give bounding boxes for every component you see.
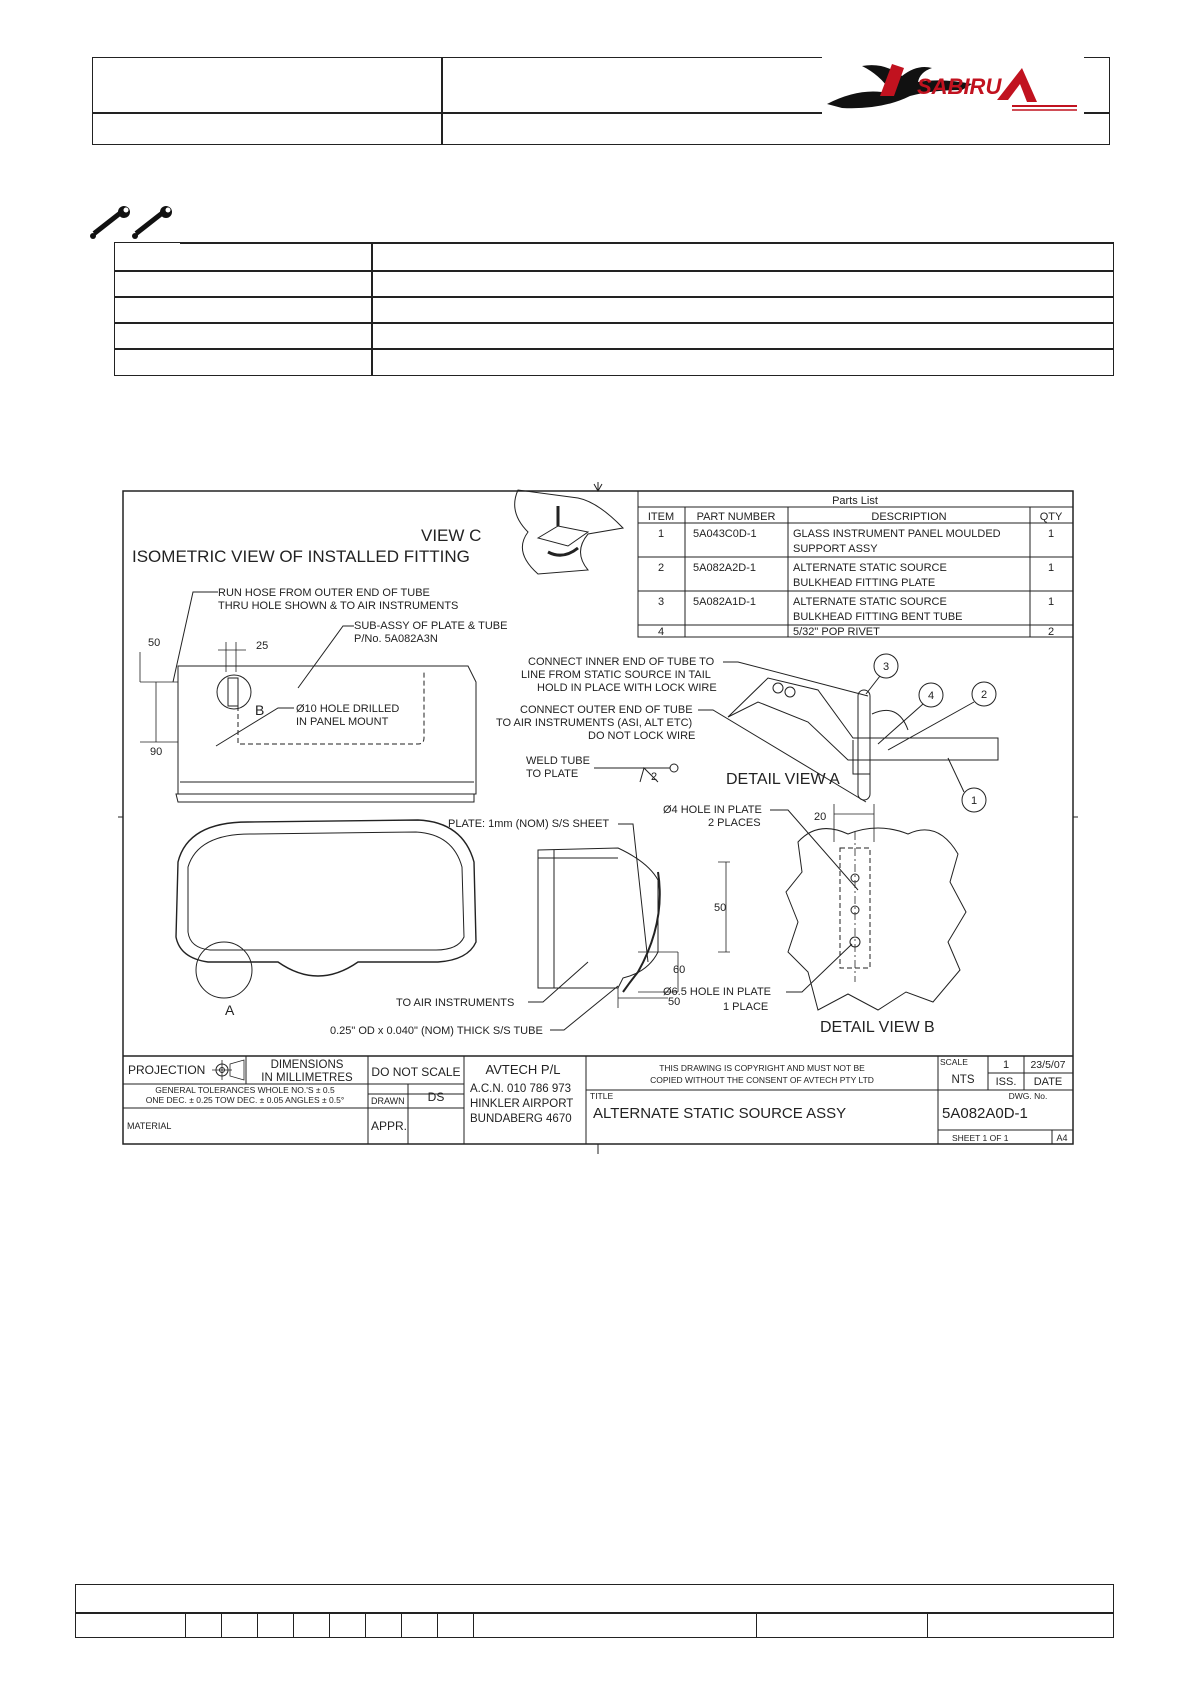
parts-row-item: 3 <box>657 596 665 608</box>
note-weld: WELD TUBE <box>526 755 590 767</box>
note-to-air-instruments: TO AIR INSTRUMENTS <box>396 997 515 1009</box>
note-hole-4: 2 PLACES <box>708 817 761 829</box>
footer-cell <box>756 1612 757 1637</box>
tools-col-line <box>371 243 373 375</box>
parts-list <box>638 491 1073 638</box>
parts-row-part: 5A043C0D-1 <box>693 528 757 540</box>
header-col-divider <box>441 58 443 144</box>
title-block <box>123 1056 1073 1144</box>
tools-row-line <box>115 296 1113 298</box>
tb-sheet: SHEET 1 OF 1 <box>952 1133 1009 1143</box>
weld-symbol-number: 2 <box>651 771 658 783</box>
logo-text: SABIRU <box>917 74 1002 99</box>
footer-cell <box>401 1612 402 1637</box>
tb-scale-value: NTS <box>951 1074 975 1086</box>
note-plate: PLATE: 1mm (NOM) S/S SHEET <box>448 818 610 830</box>
balloon-3: 3 <box>882 661 890 673</box>
tb-projection: PROJECTION <box>128 1063 206 1077</box>
footer-cell <box>365 1612 366 1637</box>
note-hole-65: 1 PLACE <box>723 1001 769 1013</box>
wrench-icon <box>86 204 182 244</box>
detail-view-a: DETAIL VIEW A <box>726 771 840 788</box>
tools-row-line <box>115 270 1113 272</box>
dim-50-top: 50 <box>148 637 161 649</box>
balloon-1: 1 <box>970 795 978 807</box>
tb-tolerances: ONE DEC. ± 0.25 TOW DEC. ± 0.05 ANGLES ± 0.5° <box>145 1095 345 1105</box>
parts-row-desc: GLASS INSTRUMENT PANEL MOULDED <box>793 528 1001 540</box>
tb-drawn-value: DS <box>427 1090 445 1104</box>
note-outer: DO NOT LOCK WIRE <box>588 730 696 742</box>
parts-row-desc: ALTERNATE STATIC SOURCE <box>793 562 947 574</box>
tb-title-label: TITLE <box>590 1091 614 1101</box>
note-inner: LINE FROM STATIC SOURCE IN TAIL <box>521 669 711 681</box>
parts-header-qty: QTY <box>1039 511 1063 523</box>
tb-material-label: MATERIAL <box>127 1121 172 1131</box>
parts-header-part: PART NUMBER <box>696 511 776 523</box>
tb-date-label: DATE <box>1033 1076 1063 1088</box>
tb-copyright: THIS DRAWING IS COPYRIGHT AND MUST NOT BE <box>659 1063 865 1073</box>
dim-20: 20 <box>814 811 827 823</box>
detail-view-b: DETAIL VIEW B <box>820 1019 935 1036</box>
footer-cell <box>257 1612 258 1637</box>
note-hole: IN PANEL MOUNT <box>296 716 389 728</box>
tools-row-line <box>115 322 1113 324</box>
footer-cell <box>927 1612 928 1637</box>
parts-header-desc: DESCRIPTION <box>871 511 947 523</box>
tb-date-value: 23/5/07 <box>1030 1059 1066 1071</box>
tb-address: BUNDABERG 4670 <box>470 1113 572 1125</box>
footer-cell <box>185 1612 186 1637</box>
dim-60: 60 <box>673 964 686 976</box>
note-hole: Ø10 HOLE DRILLED <box>296 703 400 715</box>
dim-50-c: 50 <box>668 996 681 1008</box>
note-inner: HOLD IN PLACE WITH LOCK WIRE <box>537 682 717 694</box>
note-tube: 0.25" OD x 0.040" (NOM) THICK S/S TUBE <box>330 1025 543 1037</box>
tb-size: A4 <box>1056 1133 1068 1143</box>
tb-copyright: COPIED WITHOUT THE CONSENT OF AVTECH PTY LTD <box>650 1075 874 1085</box>
note-run-hose: THRU HOLE SHOWN & TO AIR INSTRUMENTS <box>218 600 459 612</box>
note-run-hose: RUN HOSE FROM OUTER END OF TUBE <box>218 587 430 599</box>
tb-tolerances: GENERAL TOLERANCES WHOLE NO.'S ± 0.5 <box>155 1085 335 1095</box>
footer-cell <box>473 1612 474 1637</box>
parts-row-qty: 2 <box>1047 626 1055 638</box>
tb-company: AVTECH P/L <box>485 1062 561 1077</box>
parts-row-item: 1 <box>657 528 665 540</box>
note-weld: TO PLATE <box>526 768 579 780</box>
note-hole-4: Ø4 HOLE IN PLATE <box>663 804 762 816</box>
tb-iss-label: ISS. <box>995 1076 1017 1088</box>
parts-row-qty: 1 <box>1047 562 1055 574</box>
parts-row-desc: SUPPORT ASSY <box>793 543 878 555</box>
footer-cell <box>293 1612 294 1637</box>
tb-address: HINKLER AIRPORT <box>470 1098 574 1110</box>
note-outer: CONNECT OUTER END OF TUBE <box>520 704 693 716</box>
balloon-4: 4 <box>927 690 935 702</box>
parts-row-desc: BULKHEAD FITTING BENT TUBE <box>793 611 963 623</box>
tb-title-value: ALTERNATE STATIC SOURCE ASSY <box>593 1105 847 1122</box>
tb-dimensions: IN MILLIMETRES <box>261 1072 353 1084</box>
dim-50-b: 50 <box>714 902 727 914</box>
footer-table <box>75 1584 1114 1638</box>
tools-table <box>114 242 1114 376</box>
tb-drawn-label: DRAWN <box>371 1096 405 1106</box>
parts-row-part: 5A082A2D-1 <box>693 562 756 574</box>
tb-do-not-scale: DO NOT SCALE <box>371 1065 461 1079</box>
dim-90: 90 <box>150 746 163 758</box>
footer-cell <box>329 1612 330 1637</box>
parts-row-desc: 5/32" POP RIVET <box>793 626 880 638</box>
parts-row-desc: BULKHEAD FITTING PLATE <box>793 577 936 589</box>
parts-row-desc: ALTERNATE STATIC SOURCE <box>793 596 947 608</box>
label-b: B <box>255 702 265 718</box>
note-subassy: SUB-ASSY OF PLATE & TUBE <box>354 620 508 632</box>
note-outer: TO AIR INSTRUMENTS (ASI, ALT ETC) <box>496 717 693 729</box>
dim-25: 25 <box>256 640 269 652</box>
footer-cell <box>221 1612 222 1637</box>
note-subassy: P/No. 5A082A3N <box>354 633 438 645</box>
engineering-drawing <box>118 482 1078 1154</box>
view-c-label: VIEW C <box>421 526 482 545</box>
tb-dwg-value: 5A082A0D-1 <box>942 1105 1028 1122</box>
balloon-2: 2 <box>980 689 988 701</box>
sabiru-logo <box>822 56 1084 116</box>
tb-dimensions: DIMENSIONS <box>270 1059 344 1071</box>
note-hole-65: Ø6.5 HOLE IN PLATE <box>663 986 772 998</box>
label-a: A <box>225 1002 235 1018</box>
parts-row-part: 5A082A1D-1 <box>693 596 756 608</box>
parts-row-item: 4 <box>657 626 665 638</box>
tb-scale-label: SCALE <box>940 1057 968 1067</box>
tools-row-line <box>115 348 1113 350</box>
iso-title: ISOMETRIC VIEW OF INSTALLED FITTING <box>132 547 470 566</box>
parts-header-item: ITEM <box>647 511 675 523</box>
parts-row-qty: 1 <box>1047 528 1055 540</box>
parts-row-item: 2 <box>657 562 665 574</box>
tb-acn: A.C.N. 010 786 973 <box>470 1083 572 1095</box>
tb-appr-label: APPR. <box>371 1119 408 1133</box>
note-inner: CONNECT INNER END OF TUBE TO <box>528 656 715 668</box>
parts-row-qty: 1 <box>1047 596 1055 608</box>
tb-iss-value: 1 <box>1002 1059 1010 1071</box>
parts-list-title: Parts List <box>832 495 878 507</box>
tb-dwg-label: DWG. No. <box>1008 1091 1048 1101</box>
footer-cell <box>437 1612 438 1637</box>
